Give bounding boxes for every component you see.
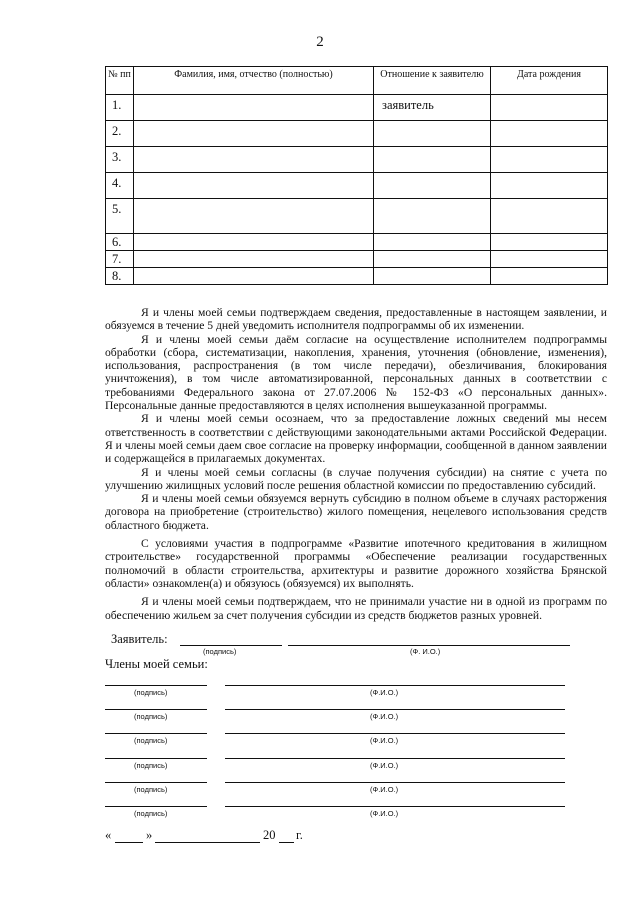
member-fio-caption: (Ф.И.О.) (370, 809, 399, 818)
table-header-row (106, 67, 608, 95)
declaration-text (105, 306, 607, 622)
member-fio-line[interactable] (225, 806, 565, 807)
applicant-signature-caption: (подпись) (203, 647, 237, 656)
member-fio-line[interactable] (225, 709, 565, 710)
date-year-suffix: г. (296, 828, 303, 842)
member-fio-caption: (Ф.И.О.) (370, 736, 399, 745)
paragraph-subsidy-return: Я и члены моей семьи обязуемся вернуть субсидию в полном объеме в случаях расторжения договора на приобретение (строительство) жилого помещения, нецелевого использования средств областного бюджета. (105, 492, 607, 532)
paragraph-confirm-info: Я и члены моей семьи подтверждаем сведения, предоставленные в настоящем заявлении, и обязуемся в течение 5 дней уведомить исполнителя подпрограммы об их изменении. (105, 306, 607, 333)
member-signature-caption: (подпись) (134, 761, 168, 770)
member-fio-caption: (Ф.И.О.) (370, 712, 399, 721)
row-number: 6. (106, 234, 134, 251)
member-signature-caption: (подпись) (134, 809, 168, 818)
member-signature-line[interactable] (105, 685, 207, 686)
row-full-name[interactable] (134, 147, 374, 173)
paragraph-deregistration: Я и члены моей семьи согласны (в случае получения субсидии) на снятие с учета по улучшению жилищных условий после решения областной комиссии по предоставлению субсидий. (105, 465, 607, 492)
row-full-name[interactable] (134, 199, 374, 234)
applicant-signature-line[interactable] (180, 645, 282, 646)
applicant-fio-caption: (Ф. И.О.) (410, 647, 441, 656)
row-full-name[interactable] (134, 95, 374, 121)
row-full-name[interactable] (134, 173, 374, 199)
table-row (106, 121, 608, 147)
row-relation[interactable] (374, 147, 491, 173)
member-signature-line[interactable] (105, 709, 207, 710)
table-row (106, 251, 608, 268)
member-signature-line[interactable] (105, 782, 207, 783)
table-row (106, 234, 608, 251)
member-fio-line[interactable] (225, 685, 565, 686)
member-fio-line[interactable] (225, 758, 565, 759)
row-number: 2. (106, 121, 134, 147)
table-row (106, 268, 608, 285)
date-month-line[interactable] (155, 842, 260, 843)
family-members-table (105, 66, 608, 285)
row-relation[interactable] (374, 268, 491, 285)
member-fio-line[interactable] (225, 782, 565, 783)
applicant-fio-line[interactable] (288, 645, 570, 646)
row-full-name[interactable] (134, 251, 374, 268)
row-relation[interactable] (374, 173, 491, 199)
member-signature-caption: (подпись) (134, 688, 168, 697)
date-year-line[interactable] (279, 842, 294, 843)
family-members-label: Члены моей семьи: (105, 657, 208, 671)
member-signature-caption: (подпись) (134, 785, 168, 794)
table-row (106, 173, 608, 199)
row-birth-date[interactable] (491, 268, 608, 285)
paragraph-personal-data-consent: Я и члены моей семьи даём согласие на осуществление исполнителем подпрограммы обработки (сбора, систематизации, накопления, хранения, уточнения (обновление, изменения), использования, распространения (в том числе передачи), обезличивания, блокирования уничтожения), в том числе автоматизированной, персональных данных в соответствии с требованиями Федерального закона от 27.07.2006 № 152-ФЗ «О персональных данных». Персональные данные предоставляются в целях исполнения вышеуказанной программы. (105, 332, 607, 413)
date-quote-close: » (146, 828, 153, 842)
row-birth-date[interactable] (491, 199, 608, 234)
table-row (106, 95, 608, 121)
member-signature-line[interactable] (105, 806, 207, 807)
row-relation[interactable] (374, 251, 491, 268)
row-full-name[interactable] (134, 268, 374, 285)
row-number: 8. (106, 268, 134, 285)
member-signature-line[interactable] (105, 733, 207, 734)
row-number: 7. (106, 251, 134, 268)
header-relation: Отношение к заявителю (374, 67, 491, 95)
row-birth-date[interactable] (491, 147, 608, 173)
member-fio-caption: (Ф.И.О.) (370, 785, 399, 794)
member-signature-caption: (подпись) (134, 712, 168, 721)
row-number: 4. (106, 173, 134, 199)
row-full-name[interactable] (134, 234, 374, 251)
row-number: 5. (106, 199, 134, 234)
row-number: 3. (106, 147, 134, 173)
applicant-label: Заявитель: (111, 632, 168, 646)
paragraph-liability: Я и члены моей семьи осознаем, что за предоставление ложных сведений мы несем ответственность в соответствии с действующими законодательными актами Российской Федерации. Я и члены моей семьи даем свое согласие на проверку информации, сообщенной в данном заявлении и содержащейся в прилагаемых документах. (105, 412, 607, 466)
member-signature-caption: (подпись) (134, 736, 168, 745)
row-birth-date[interactable] (491, 234, 608, 251)
row-birth-date[interactable] (491, 121, 608, 147)
row-birth-date[interactable] (491, 95, 608, 121)
date-year-prefix: 20 (263, 828, 276, 842)
header-birth-date: Дата рождения (491, 67, 608, 95)
member-signature-line[interactable] (105, 758, 207, 759)
paragraph-program-conditions: С условиями участия в подпрограмме «Развитие ипотечного кредитования в жилищном строительстве» государственной программы «Обеспечение реализации государственных полномочий в области строительства, архитектуры и развитие дорожного хозяйства Брянской области» ознакомлен(а) и обязуюсь (обязуемся) их выполнять. (105, 537, 607, 590)
date-day-line[interactable] (115, 842, 143, 843)
row-relation[interactable] (374, 234, 491, 251)
date-quote-open: « (105, 828, 112, 842)
row-relation[interactable] (374, 199, 491, 234)
table-row (106, 199, 608, 234)
row-relation[interactable]: заявитель (374, 95, 491, 121)
member-fio-line[interactable] (225, 733, 565, 734)
header-number: № пп (106, 67, 134, 95)
member-fio-caption: (Ф.И.О.) (370, 688, 399, 697)
row-relation[interactable] (374, 121, 491, 147)
row-birth-date[interactable] (491, 173, 608, 199)
table-row (106, 147, 608, 173)
page-number: 2 (316, 34, 324, 50)
row-number: 1. (106, 95, 134, 121)
paragraph-no-prior-participation: Я и члены моей семьи подтверждаем, что не принимали участие ни в одной из программ по обеспечению жильем за счет получения субсидии из средств бюджетов разных уровней. (105, 595, 607, 622)
row-full-name[interactable] (134, 121, 374, 147)
row-birth-date[interactable] (491, 251, 608, 268)
header-full-name: Фамилия, имя, отчество (полностью) (134, 67, 374, 95)
member-fio-caption: (Ф.И.О.) (370, 761, 399, 770)
